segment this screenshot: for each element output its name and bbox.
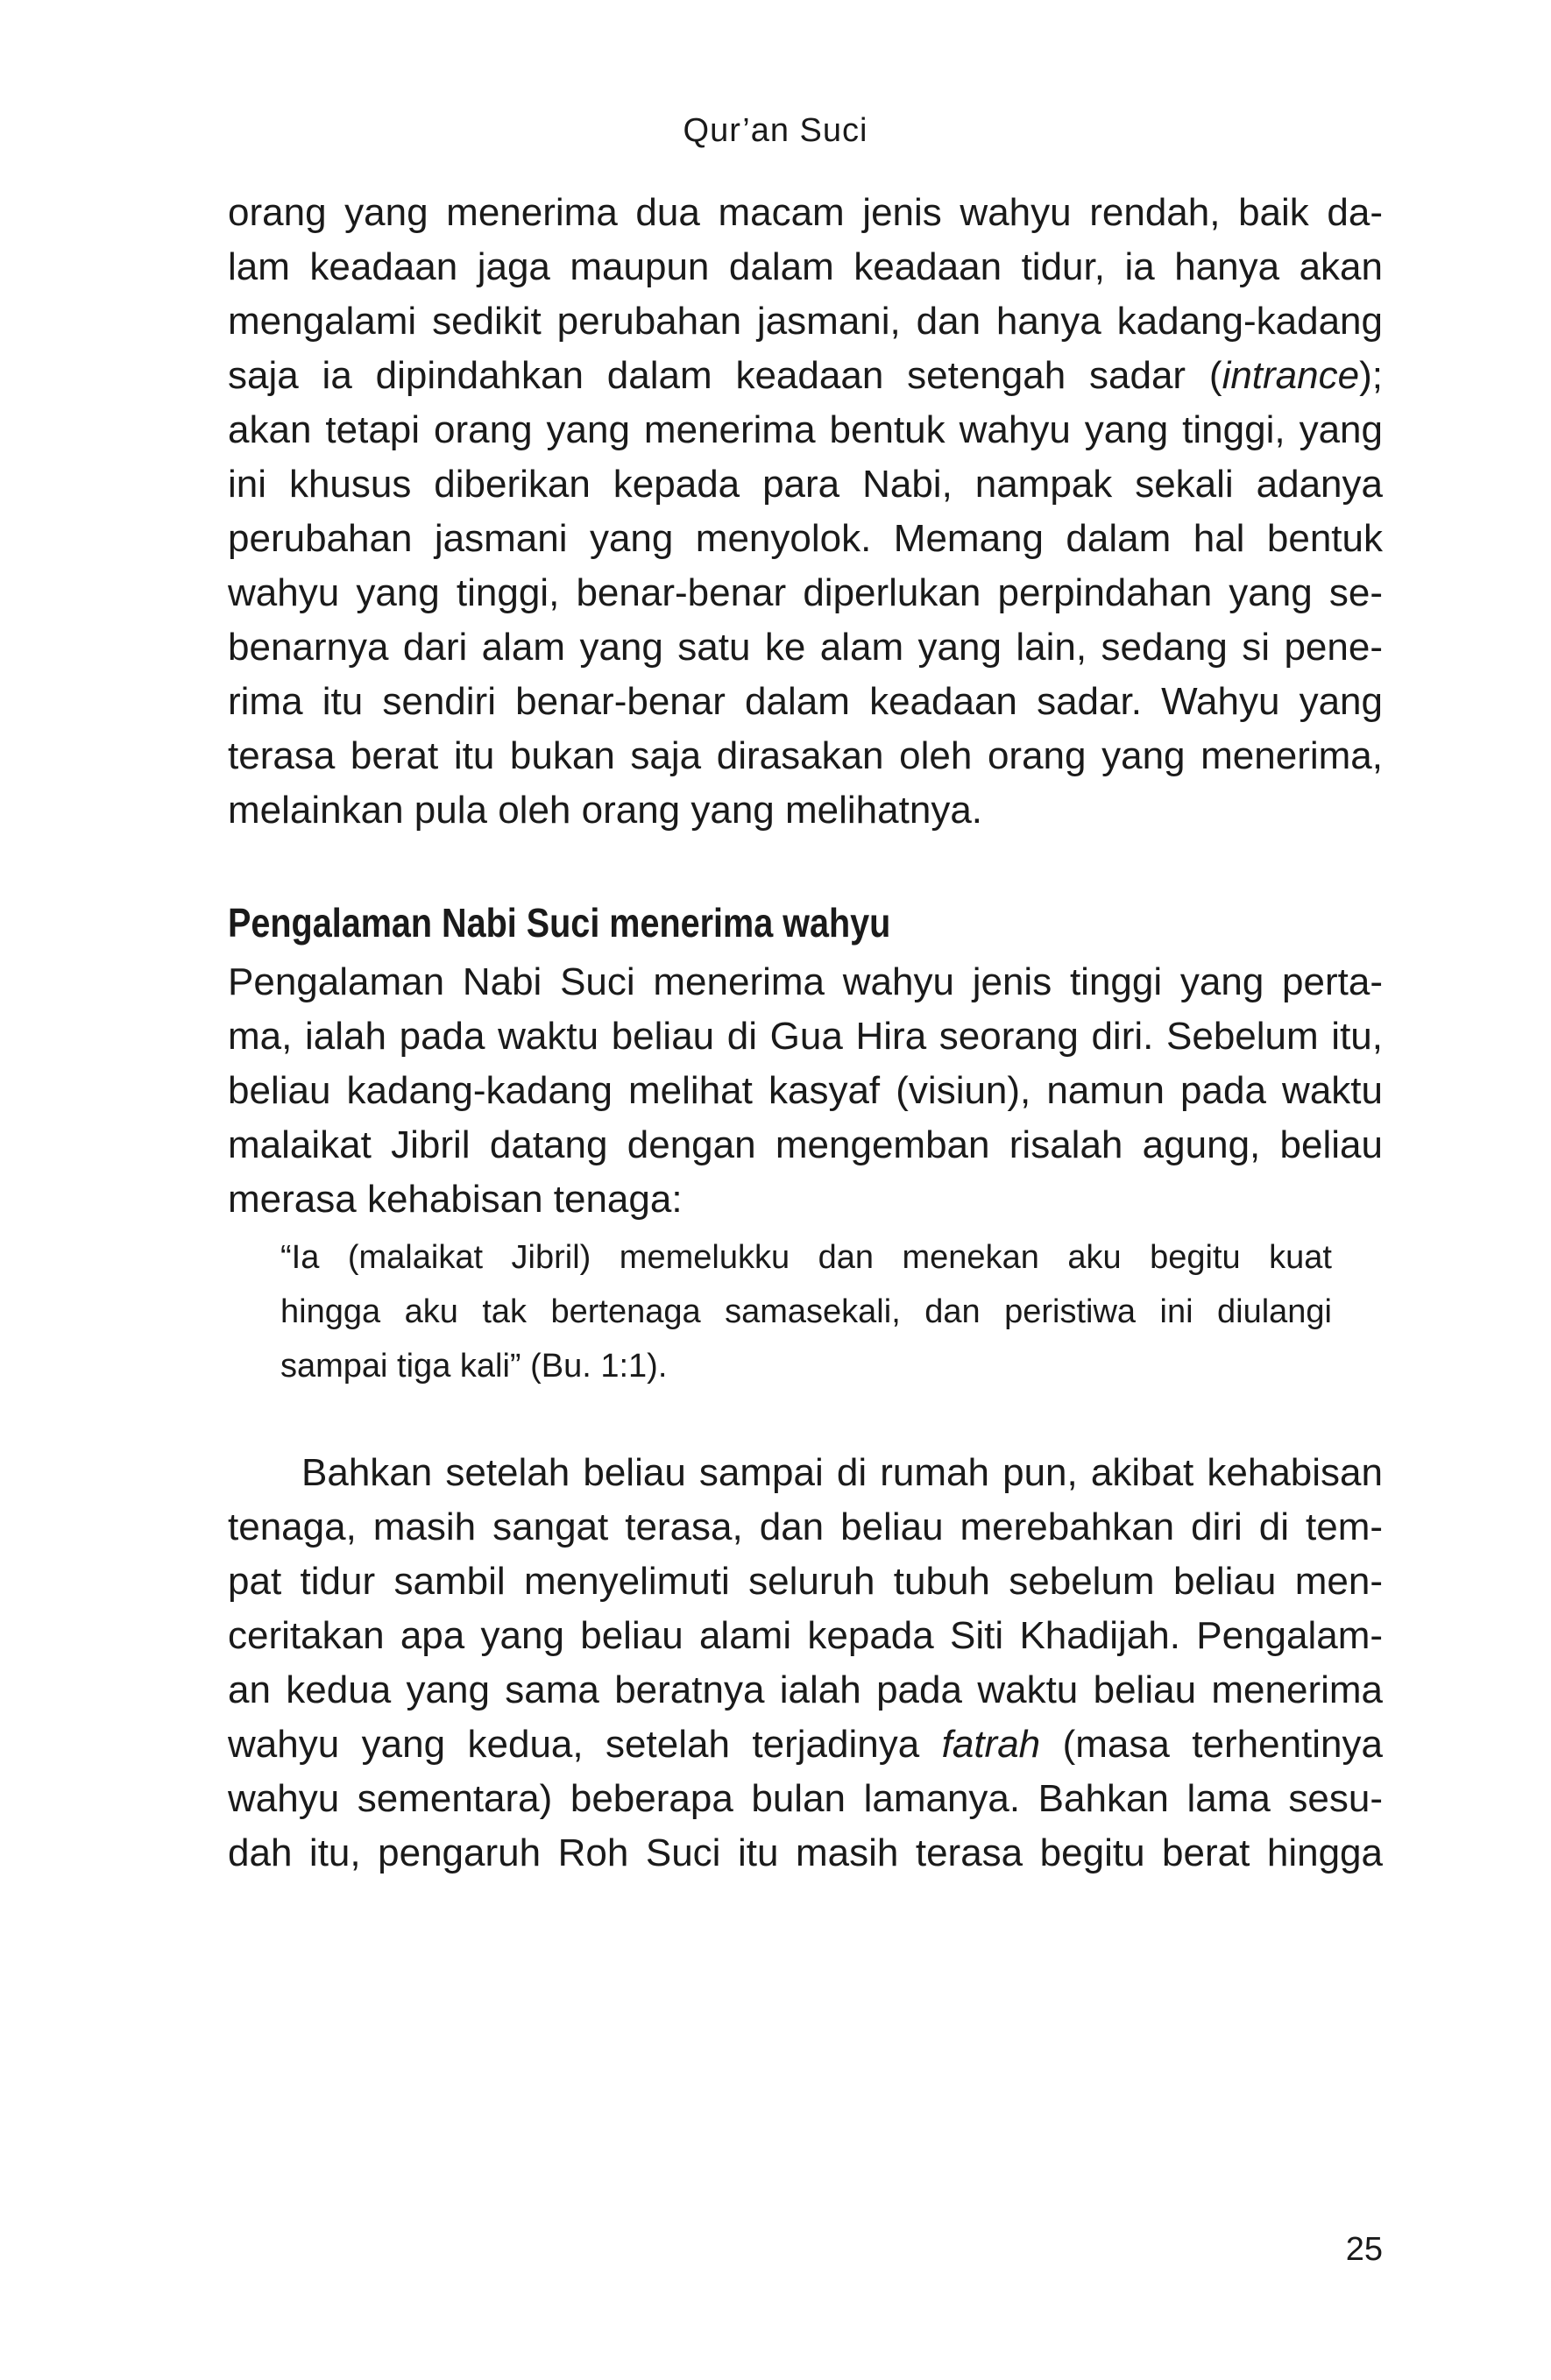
text-line: dah itu, pengaruh Roh Suci itu masih terasa begitu berat hingga	[228, 1831, 1383, 1874]
text-line: merasa kehabisan tenaga:	[228, 1178, 683, 1221]
text-line	[228, 349, 1383, 403]
text-line: ini khusus diberikan kepada para Nabi, nampak sekali adanya	[228, 463, 1383, 506]
text-segment: wahyu yang kedua, setelah terjadinya	[228, 1723, 942, 1766]
italic-term: fatrah	[941, 1723, 1041, 1766]
text-line: Bahkan setelah beliau sampai di rumah pun, akibat kehabisan	[301, 1451, 1383, 1494]
text-line: wahyu yang tinggi, benar-benar diperlukan perpindahan yang se-	[228, 571, 1383, 614]
text-line: an kedua yang sama beratnya ialah pada waktu beliau menerima	[228, 1668, 1383, 1711]
text-line: orang yang menerima dua macam jenis wahyu rendah, baik da-	[228, 191, 1383, 234]
text-line: tenaga, masih sangat terasa, dan beliau merebahkan diri di tem-	[228, 1505, 1383, 1548]
quote-line: hingga aku tak bertenaga samasekali, dan peristiwa ini diulangi	[280, 1293, 1332, 1330]
text-line: beliau kadang-kadang melihat kasyaf (visiun), namun pada waktu	[228, 1069, 1383, 1112]
quote-line: sampai tiga kali” (Bu. 1:1).	[280, 1348, 668, 1385]
text-line: terasa berat itu bukan saja dirasakan oleh orang yang menerima,	[228, 734, 1383, 777]
text-line: Pengalaman Nabi Suci menerima wahyu jenis tinggi yang perta-	[228, 960, 1383, 1003]
text-line: rima itu sendiri benar-benar dalam keadaan sadar. Wahyu yang	[228, 680, 1383, 723]
text-segment: );	[1359, 354, 1383, 397]
text-line: ceritakan apa yang beliau alami kepada Siti Khadijah. Pengalam-	[228, 1614, 1383, 1657]
quote-line: “Ia (malaikat Jibril) memelukku dan menekan aku begitu kuat	[280, 1239, 1332, 1276]
text-line: benarnya dari alam yang satu ke alam yang lain, sedang si pene-	[228, 626, 1383, 669]
text-line: wahyu sementara) beberapa bulan lamanya. Bahkan lama sesu-	[228, 1777, 1383, 1820]
italic-term: intrance	[1222, 354, 1360, 397]
text-segment: saja ia dipindahkan dalam keadaan setengah sadar (	[228, 354, 1222, 397]
text-line: mengalami sedikit perubahan jasmani, dan hanya kadang-kadang	[228, 300, 1383, 343]
text-line: akan tetapi orang yang menerima bentuk wahyu yang tinggi, yang	[228, 408, 1383, 451]
section-heading: Pengalaman Nabi Suci menerima wahyu	[228, 900, 891, 946]
running-header: Qur’an Suci	[683, 112, 868, 149]
text-line: lam keadaan jaga maupun dalam keadaan tidur, ia hanya akan	[228, 245, 1383, 288]
text-line: ma, ialah pada waktu beliau di Gua Hira seorang diri. Sebelum itu,	[228, 1015, 1383, 1058]
text-line: pat tidur sambil menyelimuti seluruh tubuh sebelum beliau men-	[228, 1560, 1383, 1603]
text-segment: (masa terhentinya	[1040, 1723, 1383, 1766]
text-line: melainkan pula oleh orang yang melihatnya.	[228, 789, 983, 832]
text-line	[228, 1718, 1383, 1772]
page-number: 25	[1345, 2231, 1383, 2268]
text-line: malaikat Jibril datang dengan mengemban risalah agung, beliau	[228, 1123, 1383, 1166]
text-line: perubahan jasmani yang menyolok. Memang dalam hal bentuk	[228, 517, 1383, 560]
